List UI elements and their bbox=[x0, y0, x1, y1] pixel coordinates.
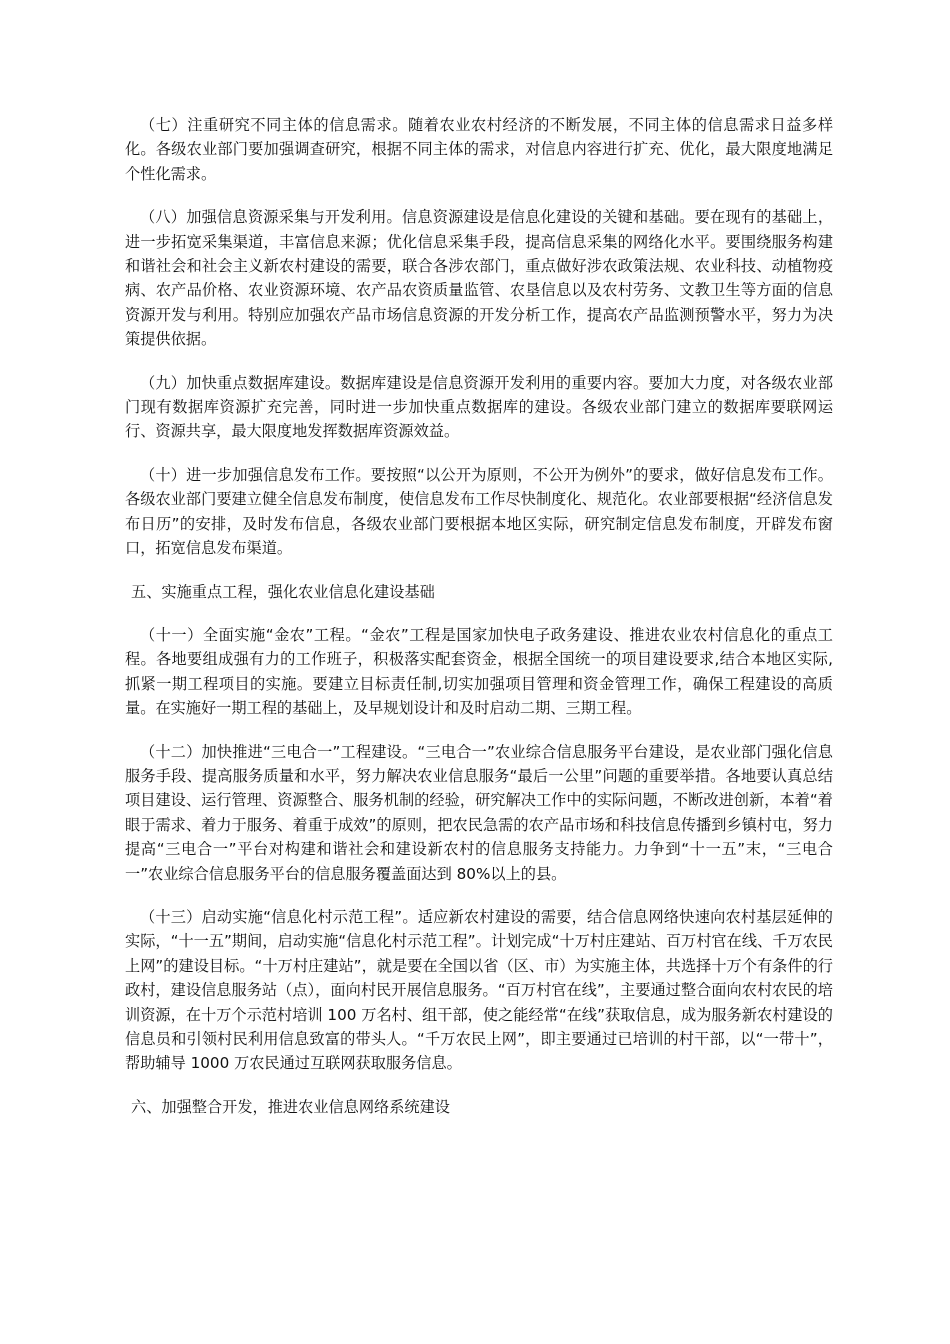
section-heading-5: 五、实施重点工程，强化农业信息化建设基础 bbox=[131, 582, 435, 601]
document-page bbox=[125, 113, 833, 1138]
paragraph-12: （十二）加快推进“三电合一”工程建设。“三电合一”农业综合信息服务平台建设，是农业部门强化信息服务手段、提高服务质量和水平，努力解决农业信息服务“最后一公里”问题的重要举措。各地要认真总结项目建设、运行管理、资源整合、服务机制的经验，研究解决工作中的实际问题，不断改进创新，本着“着眼于需求、着力于服务、着重于成效”的原则，把农民急需的农产品市场和科技信息传播到乡镇村屯，努力提高“三电合一”平台对构建和谐社会和建设新农村的信息服务支持能力。力争到“十一五”末，“三电合一”农业综合信息服务平台的信息服务覆盖面达到 80%以上的县。 bbox=[125, 742, 833, 883]
paragraph-10: （十）进一步加强信息发布工作。要按照“以公开为原则，不公开为例外”的要求，做好信息发布工作。各级农业部门要建立健全信息发布制度，使信息发布工作尽快制度化、规范化。农业部要根据“经济信息发布日历”的安排，及时发布信息，各级农业部门要根据本地区实际，研究制定信息发布制度，开辟发布窗口，拓宽信息发布渠道。 bbox=[125, 465, 833, 558]
paragraph-11: （十一）全面实施“金农”工程。“金农”工程是国家加快电子政务建设、推进农业农村信息化的重点工程。各地要组成强有力的工作班子，积极落实配套资金，根据全国统一的项目建设要求,结合本地区实际,抓紧一期工程项目的实施。要建立目标责任制,切实加强项目管理和资金管理工作，确保工程建设的高质量。在实施好一期工程的基础上，及早规划设计和及时启动二期、三期工程。 bbox=[125, 625, 833, 718]
paragraph-9: （九）加快重点数据库建设。数据库建设是信息资源开发利用的重要内容。要加大力度，对各级农业部门现有数据库资源扩充完善，同时进一步加快重点数据库的建设。各级农业部门建立的数据库要联网运行、资源共享，最大限度地发挥数据库资源效益。 bbox=[125, 373, 833, 441]
paragraph-8: （八）加强信息资源采集与开发利用。信息资源建设是信息化建设的关键和基础。要在现有的基础上，进一步拓宽采集渠道，丰富信息来源；优化信息采集手段，提高信息采集的网络化水平。要围绕服务构建和谐社会和社会主义新农村建设的需要，联合各涉农部门，重点做好涉农政策法规、农业科技、动植物疫病、农产品价格、农业资源环境、农产品农资质量监管、农垦信息以及农村劳务、文教卫生等方面的信息资源开发与利用。特别应加强农产品市场信息资源的开发分析工作，提高农产品监测预警水平，努力为决策提供依据。 bbox=[125, 208, 833, 349]
paragraph-13: （十三）启动实施“信息化村示范工程”。适应新农村建设的需要，结合信息网络快速向农村基层延伸的实际，“十一五”期间，启动实施“信息化村示范工程”。计划完成“十万村庄建站、百万村官在线、千万农民上网”的建设目标。“十万村庄建站”，就是要在全国以省（区、市）为实施主体，共选择十万个有条件的行政村，建设信息服务站（点），面向村民开展信息服务。“百万村官在线”，主要通过整合面向农村农民的培训资源，在十万个示范村培训 100 万名村、组干部，使之能经常“在线”获取信息，成为服务新农村建设的信息员和引领村民利用信息致富的带头人。“千万农民上网”，即主要通过已培训的村干部，以“一带十”，帮助辅导 1000 万农民通过互联网获取服务信息。 bbox=[125, 907, 833, 1073]
paragraph-7: （七）注重研究不同主体的信息需求。随着农业农村经济的不断发展，不同主体的信息需求日益多样化。各级农业部门要加强调查研究，根据不同主体的需求，对信息内容进行扩充、优化，最大限度地满足个性化需求。 bbox=[125, 116, 833, 183]
section-heading-6: 六、加强整合开发，推进农业信息网络系统建设 bbox=[131, 1097, 450, 1116]
